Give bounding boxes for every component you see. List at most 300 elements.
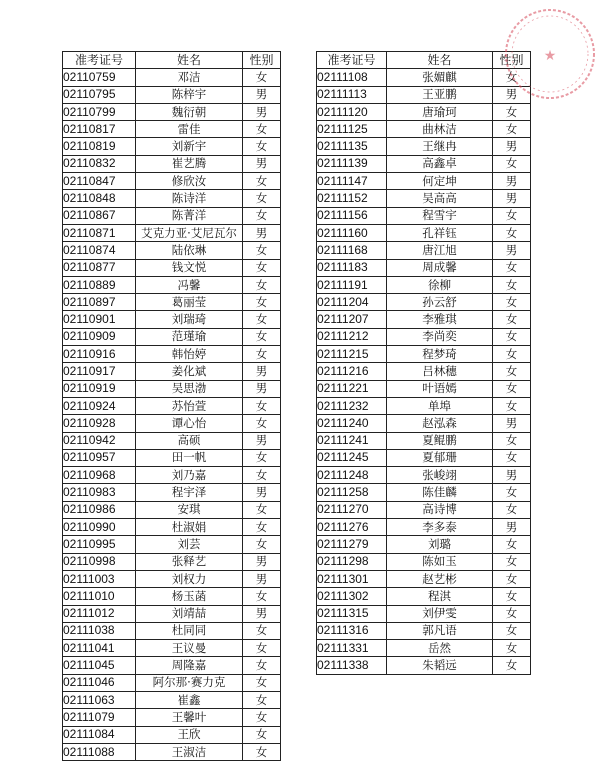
cell-name: 苏怡萱 xyxy=(136,397,243,414)
header-id: 准考证号 xyxy=(63,52,136,69)
table-row xyxy=(63,709,281,726)
cell-exam-id: 02111079 xyxy=(63,709,136,726)
cell-name: 姜化斌 xyxy=(136,363,243,380)
table-row xyxy=(63,484,281,501)
table-row xyxy=(317,536,531,553)
cell-exam-id: 02111191 xyxy=(317,276,387,293)
cell-exam-id: 02110795 xyxy=(63,86,136,103)
cell-name: 高硕 xyxy=(136,432,243,449)
table-row xyxy=(63,86,281,103)
cell-exam-id: 02110968 xyxy=(63,467,136,484)
cell-sex: 女 xyxy=(243,640,281,657)
official-seal-stamp xyxy=(488,4,598,114)
cell-sex: 女 xyxy=(493,328,531,345)
table-row xyxy=(317,173,531,190)
header-name: 姓名 xyxy=(387,52,493,69)
table-row xyxy=(317,657,531,674)
table-row xyxy=(317,640,531,657)
cell-exam-id: 02110832 xyxy=(63,155,136,172)
cell-name: 高鑫卓 xyxy=(387,155,493,172)
table-row xyxy=(63,657,281,674)
cell-sex: 男 xyxy=(243,380,281,397)
table-row xyxy=(63,155,281,172)
cell-name: 张释艺 xyxy=(136,553,243,570)
cell-exam-id: 02111108 xyxy=(317,69,387,86)
table-row xyxy=(317,294,531,311)
table-row xyxy=(63,536,281,553)
header-sex: 性别 xyxy=(493,52,531,69)
table-row xyxy=(317,242,531,259)
cell-exam-id: 02111298 xyxy=(317,553,387,570)
cell-exam-id: 02111183 xyxy=(317,259,387,276)
cell-exam-id: 02110799 xyxy=(63,103,136,120)
cell-exam-id: 02111302 xyxy=(317,588,387,605)
left-roster-body xyxy=(63,69,281,761)
cell-name: 吕林穗 xyxy=(387,363,493,380)
cell-exam-id: 02111315 xyxy=(317,605,387,622)
table-row xyxy=(317,484,531,501)
cell-exam-id: 02110919 xyxy=(63,380,136,397)
cell-name: 徐柳 xyxy=(387,276,493,293)
cell-name: 程梦琦 xyxy=(387,346,493,363)
cell-sex: 女 xyxy=(243,467,281,484)
table-row xyxy=(317,259,531,276)
table-row xyxy=(317,346,531,363)
cell-exam-id: 02111216 xyxy=(317,363,387,380)
cell-name: 艾克力亚·艾尼瓦尔 xyxy=(136,224,243,241)
svg-text:★: ★ xyxy=(543,48,557,64)
cell-sex: 女 xyxy=(243,397,281,414)
table-row xyxy=(317,397,531,414)
cell-name: 赵艺彬 xyxy=(387,570,493,587)
cell-sex: 女 xyxy=(243,242,281,259)
table-row xyxy=(63,622,281,639)
header-sex: 性别 xyxy=(243,52,281,69)
cell-exam-id: 02110817 xyxy=(63,121,136,138)
table-row xyxy=(317,138,531,155)
cell-sex: 女 xyxy=(243,709,281,726)
cell-name: 吴思渤 xyxy=(136,380,243,397)
table-row xyxy=(63,640,281,657)
table-row xyxy=(317,467,531,484)
table-row xyxy=(63,328,281,345)
table-row xyxy=(317,380,531,397)
cell-exam-id: 02111232 xyxy=(317,397,387,414)
table-row xyxy=(63,173,281,190)
table-row xyxy=(317,449,531,466)
cell-exam-id: 02111010 xyxy=(63,588,136,605)
cell-exam-id: 02111139 xyxy=(317,155,387,172)
cell-sex: 女 xyxy=(243,207,281,224)
cell-sex: 女 xyxy=(243,173,281,190)
cell-sex: 女 xyxy=(493,536,531,553)
cell-exam-id: 02111207 xyxy=(317,311,387,328)
cell-name: 周成馨 xyxy=(387,259,493,276)
table-row xyxy=(63,743,281,760)
cell-exam-id: 02111003 xyxy=(63,570,136,587)
cell-name: 高诗博 xyxy=(387,501,493,518)
cell-exam-id: 02111147 xyxy=(317,173,387,190)
cell-name: 王淑洁 xyxy=(136,743,243,760)
table-row xyxy=(63,121,281,138)
table-row xyxy=(317,207,531,224)
table-row xyxy=(63,294,281,311)
cell-sex: 女 xyxy=(243,69,281,86)
table-row xyxy=(63,207,281,224)
cell-name: 王继冉 xyxy=(387,138,493,155)
table-row xyxy=(317,553,531,570)
cell-name: 杨玉菡 xyxy=(136,588,243,605)
cell-name: 田一帆 xyxy=(136,449,243,466)
cell-sex: 男 xyxy=(243,605,281,622)
table-row xyxy=(63,311,281,328)
cell-name: 钱文悦 xyxy=(136,259,243,276)
cell-sex: 女 xyxy=(243,726,281,743)
cell-name: 张媚麒 xyxy=(387,69,493,86)
cell-name: 周隆嘉 xyxy=(136,657,243,674)
cell-name: 崔艺腾 xyxy=(136,155,243,172)
cell-sex: 男 xyxy=(493,519,531,536)
cell-name: 杜同同 xyxy=(136,622,243,639)
cell-sex: 女 xyxy=(493,640,531,657)
cell-exam-id: 02111088 xyxy=(63,743,136,760)
cell-exam-id: 02110998 xyxy=(63,553,136,570)
cell-sex: 女 xyxy=(243,294,281,311)
cell-sex: 女 xyxy=(493,484,531,501)
cell-sex: 女 xyxy=(493,588,531,605)
cell-sex: 女 xyxy=(493,570,531,587)
cell-name: 刘乃嘉 xyxy=(136,467,243,484)
cell-name: 陈如玉 xyxy=(387,553,493,570)
table-row xyxy=(317,224,531,241)
cell-sex: 男 xyxy=(493,242,531,259)
cell-exam-id: 02110874 xyxy=(63,242,136,259)
cell-sex: 女 xyxy=(243,657,281,674)
table-row xyxy=(63,138,281,155)
cell-sex: 女 xyxy=(243,622,281,639)
cell-sex: 女 xyxy=(493,657,531,674)
cell-name: 孙云舒 xyxy=(387,294,493,311)
header-id: 准考证号 xyxy=(317,52,387,69)
cell-sex: 女 xyxy=(493,363,531,380)
cell-exam-id: 02110871 xyxy=(63,224,136,241)
table-row xyxy=(317,121,531,138)
cell-sex: 女 xyxy=(243,415,281,432)
table-row xyxy=(63,103,281,120)
cell-name: 朱韬远 xyxy=(387,657,493,674)
table-row xyxy=(63,467,281,484)
cell-sex: 女 xyxy=(493,432,531,449)
cell-exam-id: 02111038 xyxy=(63,622,136,639)
table-row xyxy=(317,622,531,639)
cell-sex: 女 xyxy=(243,276,281,293)
cell-sex: 男 xyxy=(243,553,281,570)
table-row xyxy=(63,242,281,259)
cell-sex: 女 xyxy=(243,588,281,605)
table-row xyxy=(317,311,531,328)
cell-name: 韩怡婷 xyxy=(136,346,243,363)
cell-exam-id: 02110986 xyxy=(63,501,136,518)
cell-sex: 男 xyxy=(493,190,531,207)
cell-sex: 女 xyxy=(493,397,531,414)
cell-sex: 女 xyxy=(243,121,281,138)
cell-exam-id: 02110995 xyxy=(63,536,136,553)
table-row xyxy=(317,588,531,605)
cell-name: 叶语嫣 xyxy=(387,380,493,397)
cell-name: 王馨叶 xyxy=(136,709,243,726)
cell-name: 程淇 xyxy=(387,588,493,605)
cell-name: 阿尔那·赛力克 xyxy=(136,674,243,691)
table-row xyxy=(63,397,281,414)
cell-exam-id: 02111279 xyxy=(317,536,387,553)
cell-sex: 女 xyxy=(243,311,281,328)
cell-name: 冯馨 xyxy=(136,276,243,293)
cell-exam-id: 02111160 xyxy=(317,224,387,241)
table-row xyxy=(63,726,281,743)
cell-name: 吴高高 xyxy=(387,190,493,207)
table-row xyxy=(317,276,531,293)
table-row xyxy=(63,519,281,536)
cell-sex: 男 xyxy=(243,363,281,380)
table-row xyxy=(317,363,531,380)
cell-exam-id: 02111240 xyxy=(317,415,387,432)
cell-name: 曲林洁 xyxy=(387,121,493,138)
cell-name: 刘芸 xyxy=(136,536,243,553)
cell-sex: 女 xyxy=(493,622,531,639)
cell-sex: 男 xyxy=(243,155,281,172)
cell-name: 何定坤 xyxy=(387,173,493,190)
table-row xyxy=(63,190,281,207)
cell-sex: 女 xyxy=(493,311,531,328)
cell-sex: 女 xyxy=(243,691,281,708)
cell-exam-id: 02111084 xyxy=(63,726,136,743)
table-header-row xyxy=(63,52,281,69)
cell-sex: 女 xyxy=(493,449,531,466)
cell-sex: 女 xyxy=(493,224,531,241)
table-row xyxy=(63,224,281,241)
cell-exam-id: 02110848 xyxy=(63,190,136,207)
table-row xyxy=(317,570,531,587)
cell-name: 雷佳 xyxy=(136,121,243,138)
cell-sex: 女 xyxy=(493,207,531,224)
cell-exam-id: 02110917 xyxy=(63,363,136,380)
cell-sex: 女 xyxy=(493,294,531,311)
cell-exam-id: 02110924 xyxy=(63,397,136,414)
cell-name: 邓洁 xyxy=(136,69,243,86)
cell-name: 李尚奕 xyxy=(387,328,493,345)
cell-sex: 女 xyxy=(493,69,531,86)
cell-name: 程宇泽 xyxy=(136,484,243,501)
cell-name: 范瑾瑜 xyxy=(136,328,243,345)
cell-name: 岳然 xyxy=(387,640,493,657)
cell-sex: 女 xyxy=(243,501,281,518)
table-row xyxy=(317,155,531,172)
table-row xyxy=(317,432,531,449)
cell-sex: 女 xyxy=(493,121,531,138)
cell-exam-id: 02110867 xyxy=(63,207,136,224)
cell-sex: 女 xyxy=(243,449,281,466)
cell-name: 郭凡语 xyxy=(387,622,493,639)
table-row xyxy=(317,415,531,432)
cell-name: 赵泓森 xyxy=(387,415,493,432)
cell-exam-id: 02111168 xyxy=(317,242,387,259)
cell-name: 安琪 xyxy=(136,501,243,518)
cell-name: 王亚鹏 xyxy=(387,86,493,103)
cell-name: 夏郁珊 xyxy=(387,449,493,466)
table-row xyxy=(63,69,281,86)
cell-sex: 女 xyxy=(493,501,531,518)
cell-sex: 女 xyxy=(243,536,281,553)
cell-exam-id: 02111221 xyxy=(317,380,387,397)
cell-exam-id: 02111276 xyxy=(317,519,387,536)
cell-exam-id: 02111012 xyxy=(63,605,136,622)
cell-sex: 男 xyxy=(493,138,531,155)
cell-sex: 女 xyxy=(493,103,531,120)
cell-name: 陈佳麟 xyxy=(387,484,493,501)
cell-exam-id: 02111212 xyxy=(317,328,387,345)
table-row xyxy=(63,380,281,397)
cell-sex: 男 xyxy=(493,173,531,190)
cell-sex: 男 xyxy=(243,484,281,501)
cell-exam-id: 02110889 xyxy=(63,276,136,293)
cell-name: 陆依琳 xyxy=(136,242,243,259)
cell-exam-id: 02111338 xyxy=(317,657,387,674)
right-roster-body xyxy=(317,69,531,674)
cell-name: 唐江旭 xyxy=(387,242,493,259)
cell-name: 刘伊雯 xyxy=(387,605,493,622)
cell-sex: 男 xyxy=(243,224,281,241)
table-row xyxy=(63,588,281,605)
table-row xyxy=(63,691,281,708)
cell-exam-id: 02111245 xyxy=(317,449,387,466)
cell-name: 陈诗洋 xyxy=(136,190,243,207)
cell-name: 崔鑫 xyxy=(136,691,243,708)
cell-sex: 女 xyxy=(243,259,281,276)
cell-sex: 女 xyxy=(243,743,281,760)
cell-sex: 男 xyxy=(243,86,281,103)
cell-exam-id: 02111152 xyxy=(317,190,387,207)
cell-exam-id: 02111063 xyxy=(63,691,136,708)
cell-sex: 男 xyxy=(493,415,531,432)
cell-sex: 女 xyxy=(493,380,531,397)
cell-name: 王欣 xyxy=(136,726,243,743)
cell-exam-id: 02111270 xyxy=(317,501,387,518)
cell-exam-id: 02111215 xyxy=(317,346,387,363)
table-row xyxy=(63,605,281,622)
cell-name: 刘靖喆 xyxy=(136,605,243,622)
cell-exam-id: 02110990 xyxy=(63,519,136,536)
cell-exam-id: 02111301 xyxy=(317,570,387,587)
cell-sex: 女 xyxy=(243,138,281,155)
cell-exam-id: 02111113 xyxy=(317,86,387,103)
header-name: 姓名 xyxy=(136,52,243,69)
cell-exam-id: 02110759 xyxy=(63,69,136,86)
cell-name: 程雪宇 xyxy=(387,207,493,224)
table-row xyxy=(63,432,281,449)
cell-name: 魏衍朝 xyxy=(136,103,243,120)
table-row xyxy=(317,501,531,518)
cell-name: 王议曼 xyxy=(136,640,243,657)
cell-exam-id: 02111331 xyxy=(317,640,387,657)
cell-name: 夏鲲鹏 xyxy=(387,432,493,449)
cell-sex: 女 xyxy=(243,190,281,207)
cell-name: 李多泰 xyxy=(387,519,493,536)
cell-sex: 男 xyxy=(243,432,281,449)
cell-name: 张峻翊 xyxy=(387,467,493,484)
cell-exam-id: 02111156 xyxy=(317,207,387,224)
cell-exam-id: 02110957 xyxy=(63,449,136,466)
table-row xyxy=(63,259,281,276)
cell-name: 孔祥钰 xyxy=(387,224,493,241)
cell-name: 修欣汝 xyxy=(136,173,243,190)
cell-exam-id: 02110909 xyxy=(63,328,136,345)
cell-sex: 女 xyxy=(493,155,531,172)
table-row xyxy=(317,190,531,207)
cell-exam-id: 02111258 xyxy=(317,484,387,501)
table-row xyxy=(63,449,281,466)
cell-sex: 男 xyxy=(493,467,531,484)
cell-exam-id: 02111241 xyxy=(317,432,387,449)
cell-exam-id: 02111046 xyxy=(63,674,136,691)
cell-sex: 男 xyxy=(243,570,281,587)
cell-name: 单埠 xyxy=(387,397,493,414)
cell-exam-id: 02111041 xyxy=(63,640,136,657)
table-row xyxy=(63,501,281,518)
right-roster-table xyxy=(316,51,531,675)
table-row xyxy=(63,553,281,570)
cell-name: 刘新宇 xyxy=(136,138,243,155)
cell-name: 李雅琪 xyxy=(387,311,493,328)
left-roster-table xyxy=(62,51,281,761)
cell-name: 唐瑜珂 xyxy=(387,103,493,120)
cell-sex: 男 xyxy=(493,86,531,103)
table-row xyxy=(63,674,281,691)
table-row xyxy=(63,570,281,587)
cell-sex: 女 xyxy=(493,276,531,293)
table-row xyxy=(317,328,531,345)
table-row xyxy=(63,415,281,432)
cell-sex: 女 xyxy=(243,346,281,363)
cell-sex: 女 xyxy=(243,674,281,691)
table-row xyxy=(317,605,531,622)
table-row xyxy=(63,346,281,363)
cell-name: 谭心怡 xyxy=(136,415,243,432)
cell-name: 陈梓宇 xyxy=(136,86,243,103)
cell-exam-id: 02111316 xyxy=(317,622,387,639)
cell-exam-id: 02110983 xyxy=(63,484,136,501)
cell-exam-id: 02111135 xyxy=(317,138,387,155)
cell-exam-id: 02110942 xyxy=(63,432,136,449)
table-row xyxy=(317,519,531,536)
cell-exam-id: 02111045 xyxy=(63,657,136,674)
cell-sex: 女 xyxy=(493,553,531,570)
cell-name: 刘璐 xyxy=(387,536,493,553)
cell-sex: 女 xyxy=(493,346,531,363)
cell-exam-id: 02111125 xyxy=(317,121,387,138)
cell-name: 刘权力 xyxy=(136,570,243,587)
cell-exam-id: 02111248 xyxy=(317,467,387,484)
cell-exam-id: 02110928 xyxy=(63,415,136,432)
cell-exam-id: 02110847 xyxy=(63,173,136,190)
cell-sex: 女 xyxy=(243,519,281,536)
cell-exam-id: 02111120 xyxy=(317,103,387,120)
cell-sex: 女 xyxy=(493,605,531,622)
cell-sex: 男 xyxy=(243,103,281,120)
cell-exam-id: 02110897 xyxy=(63,294,136,311)
cell-sex: 女 xyxy=(243,328,281,345)
cell-exam-id: 02110877 xyxy=(63,259,136,276)
cell-exam-id: 02110819 xyxy=(63,138,136,155)
